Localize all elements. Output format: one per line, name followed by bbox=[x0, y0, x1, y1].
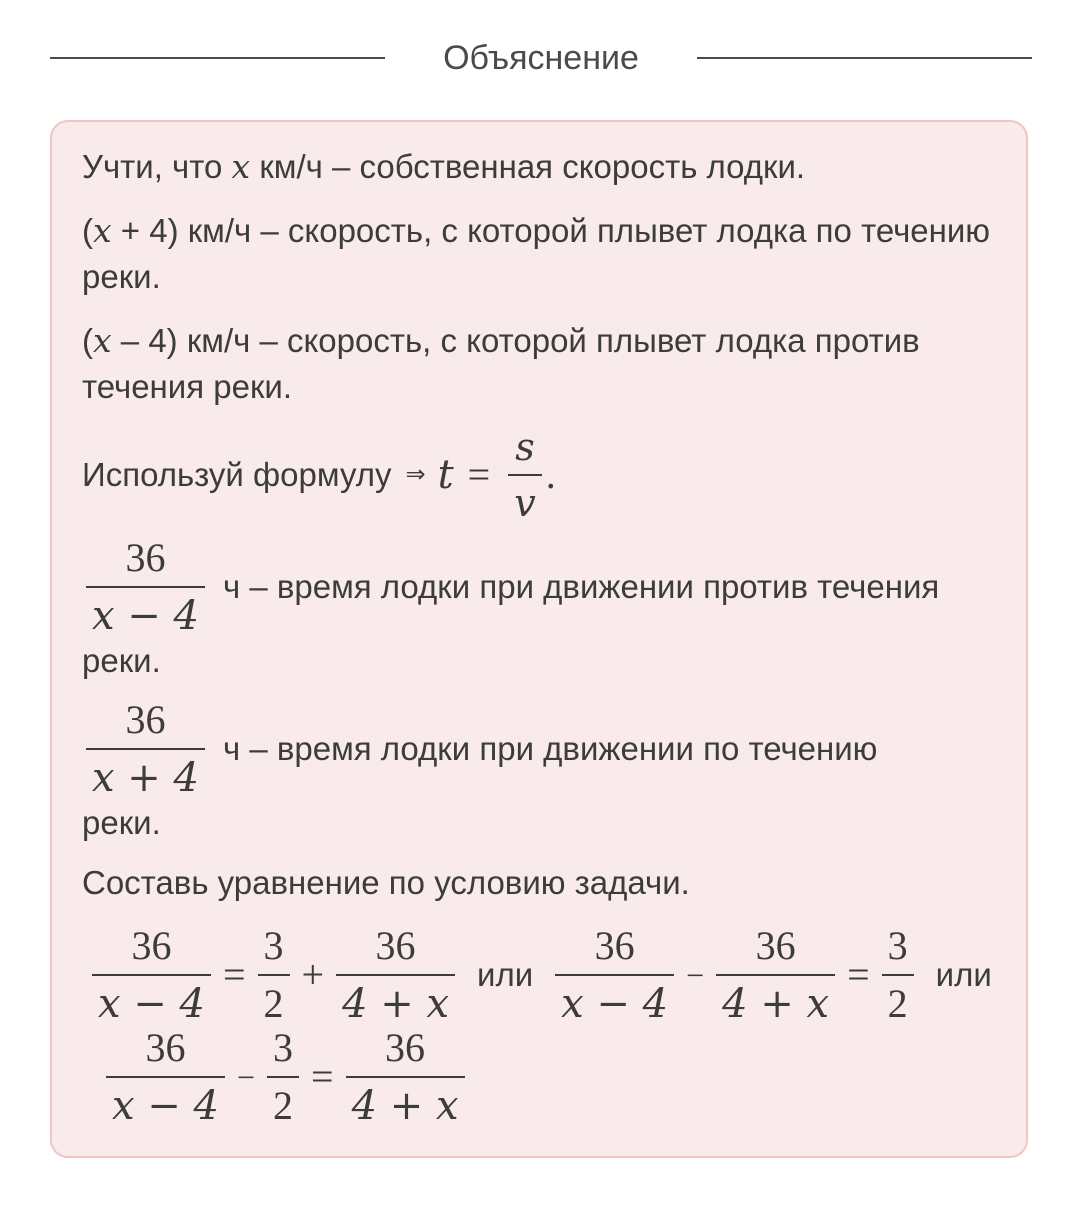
denominator: x − 4 bbox=[92, 593, 199, 639]
denominator: v bbox=[514, 481, 536, 525]
text: + 4) км/ч – скорость, с которой плывет лодка по течению реки. bbox=[82, 212, 991, 295]
explanation-content bbox=[82, 144, 1002, 1128]
text-continuation: реки. bbox=[82, 642, 161, 679]
paragraph-upstream-time bbox=[82, 536, 1002, 638]
numerator: 36 bbox=[375, 923, 416, 968]
paragraph-make-equation: Составь уравнение по условию задачи. bbox=[82, 864, 690, 901]
text: ( bbox=[82, 322, 93, 359]
period: . bbox=[545, 452, 556, 497]
numerator: 36 bbox=[385, 1025, 426, 1070]
fraction bbox=[882, 924, 914, 1026]
denominator: 4 + x bbox=[722, 981, 830, 1027]
denominator: 2 bbox=[263, 981, 284, 1026]
numerator: 3 bbox=[887, 923, 908, 968]
denominator: 4 + x bbox=[351, 1083, 459, 1129]
numerator: 36 bbox=[125, 697, 166, 742]
fraction bbox=[106, 1026, 225, 1128]
fraction-bar bbox=[508, 474, 541, 476]
fraction-bar bbox=[555, 974, 674, 976]
variable-x: x bbox=[93, 321, 112, 360]
explanation-header bbox=[50, 30, 1032, 86]
numerator: 36 bbox=[755, 923, 796, 968]
text: ч – время лодки при движении по течению bbox=[222, 730, 878, 767]
numerator: 36 bbox=[594, 923, 635, 968]
fraction-s-over-v bbox=[508, 425, 541, 525]
text: – 4) км/ч – скорость, с которой плывет лодка против течения реки. bbox=[82, 322, 920, 405]
fraction-bar bbox=[86, 586, 205, 588]
denominator: 4 + x bbox=[342, 981, 450, 1027]
denominator: x + 4 bbox=[92, 755, 199, 801]
section-title: Объяснение bbox=[443, 39, 639, 77]
paragraph-formula bbox=[82, 425, 1002, 525]
equation-line-2 bbox=[102, 1026, 1002, 1128]
divider-right bbox=[697, 57, 1032, 59]
fraction bbox=[346, 1026, 465, 1128]
fraction bbox=[716, 924, 835, 1026]
fraction-bar bbox=[336, 974, 455, 976]
variable-t: t bbox=[437, 452, 454, 498]
equation-line-1 bbox=[88, 924, 1002, 1026]
numerator: 36 bbox=[145, 1025, 186, 1070]
equals-sign: = bbox=[467, 452, 491, 497]
text: Используй формулу bbox=[82, 456, 392, 493]
fraction-bar bbox=[267, 1076, 299, 1078]
denominator: x − 4 bbox=[112, 1083, 219, 1129]
fraction-bar bbox=[882, 974, 914, 976]
or-word: или bbox=[935, 956, 992, 993]
variable-x: x bbox=[93, 211, 112, 250]
fraction-36-over-x-plus-4 bbox=[86, 698, 205, 800]
denominator: x − 4 bbox=[98, 981, 205, 1027]
text-continuation: реки. bbox=[82, 804, 161, 841]
fraction bbox=[336, 924, 455, 1026]
numerator: 36 bbox=[131, 923, 172, 968]
numerator: 36 bbox=[125, 535, 166, 580]
fraction bbox=[258, 924, 290, 1026]
numerator: s bbox=[515, 425, 535, 469]
denominator: 2 bbox=[887, 981, 908, 1026]
denominator: x − 4 bbox=[561, 981, 669, 1027]
equals-sign: = bbox=[311, 1054, 334, 1099]
formula-t-equals-s-over-v bbox=[437, 425, 556, 525]
or-word: или bbox=[477, 956, 534, 993]
fraction bbox=[267, 1026, 299, 1128]
fraction-bar bbox=[106, 1076, 225, 1078]
fraction-bar bbox=[716, 974, 835, 976]
equals-sign: = bbox=[847, 952, 870, 997]
text: км/ч – собственная скорость лодки. bbox=[259, 148, 806, 185]
text: ч – время лодки при движении против течения bbox=[222, 568, 940, 605]
fraction-bar bbox=[346, 1076, 465, 1078]
explanation-card bbox=[50, 120, 1028, 1158]
text: ( bbox=[82, 212, 93, 249]
minus-sign: − bbox=[236, 1059, 255, 1095]
implies-arrow-icon: ⇒ bbox=[405, 461, 426, 488]
fraction-36-over-x-minus-4 bbox=[86, 536, 205, 638]
variable-x: x bbox=[231, 147, 251, 186]
paragraph-own-speed bbox=[82, 144, 1002, 190]
fraction bbox=[92, 924, 211, 1026]
numerator: 3 bbox=[273, 1025, 293, 1070]
numerator: 3 bbox=[263, 923, 284, 968]
equals-sign: = bbox=[222, 952, 246, 997]
fraction-bar bbox=[258, 974, 290, 976]
plus-sign: + bbox=[301, 952, 325, 997]
denominator: 2 bbox=[273, 1083, 293, 1128]
paragraph-upstream-speed bbox=[82, 318, 1002, 410]
paragraph-downstream-time bbox=[82, 698, 1002, 800]
fraction bbox=[555, 924, 674, 1026]
text: Учти, что bbox=[82, 148, 223, 185]
fraction-bar bbox=[92, 974, 211, 976]
fraction-bar bbox=[86, 748, 205, 750]
paragraph-downstream-speed bbox=[82, 208, 1002, 300]
minus-sign: − bbox=[686, 957, 705, 993]
